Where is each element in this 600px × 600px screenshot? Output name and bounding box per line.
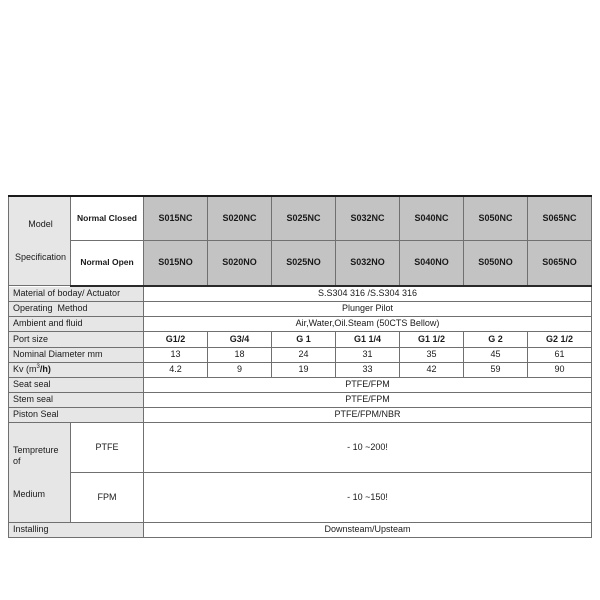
model-nc-cell: S020NC: [208, 196, 272, 241]
spec-table: [8, 195, 592, 538]
kv-value: 90: [528, 362, 592, 377]
nominal-diameter-value: 61: [528, 347, 592, 362]
port-size-row: [9, 331, 592, 347]
model-no-cell: S020NO: [208, 241, 272, 286]
model-spec-label-line1: Model: [28, 219, 53, 229]
nominal-diameter-value: 24: [272, 347, 336, 362]
model-nc-cell: S025NC: [272, 196, 336, 241]
kv-label-prefix: Kv (m: [13, 364, 37, 374]
temperature-ptfe-row: [9, 422, 592, 472]
port-size-value: G1 1/2: [400, 331, 464, 347]
nominal-diameter-label: Nominal Diameter mm: [9, 347, 144, 362]
material-row: [9, 286, 592, 302]
kv-value: 9: [208, 362, 272, 377]
port-size-value: G1 1/4: [336, 331, 400, 347]
kv-value: 4.2: [144, 362, 208, 377]
installing-value: Downsteam/Upsteam: [144, 522, 592, 537]
stem-seal-row: [9, 392, 592, 407]
installing-row: [9, 522, 592, 537]
normal-closed-label: Normal Closed: [71, 196, 144, 241]
kv-label: [9, 362, 144, 377]
piston-seal-label: Piston Seal: [9, 407, 144, 422]
port-size-value: G 2: [464, 331, 528, 347]
model-nc-cell: S015NC: [144, 196, 208, 241]
stem-seal-label: Stem seal: [9, 392, 144, 407]
nominal-diameter-value: 13: [144, 347, 208, 362]
header-row-normal-closed: [9, 196, 592, 241]
model-no-cell: S025NO: [272, 241, 336, 286]
model-spec-header-cell: [9, 196, 71, 286]
model-spec-label-line2: Specification: [14, 252, 67, 262]
temperature-fpm-label: FPM: [71, 472, 144, 522]
ambient-fluid-row: [9, 316, 592, 331]
temperature-ptfe-label: PTFE: [71, 422, 144, 472]
model-no-cell: S040NO: [400, 241, 464, 286]
nominal-diameter-value: 45: [464, 347, 528, 362]
stem-seal-value: PTFE/FPM: [144, 392, 592, 407]
operating-method-label: Operating Method: [9, 301, 144, 316]
ambient-fluid-label: Ambient and fluid: [9, 316, 144, 331]
nominal-diameter-value: 18: [208, 347, 272, 362]
piston-seal-value: PTFE/FPM/NBR: [144, 407, 592, 422]
kv-value: 59: [464, 362, 528, 377]
temperature-fpm-row: [9, 472, 592, 522]
port-size-value: G 1: [272, 331, 336, 347]
model-nc-cell: S065NC: [528, 196, 592, 241]
model-nc-cell: S032NC: [336, 196, 400, 241]
operating-method-value: Plunger Pilot: [144, 301, 592, 316]
seat-seal-row: [9, 377, 592, 392]
model-no-cell: S032NO: [336, 241, 400, 286]
nominal-diameter-value: 35: [400, 347, 464, 362]
nominal-diameter-row: [9, 347, 592, 362]
seat-seal-label: Seat seal: [9, 377, 144, 392]
temperature-label-cell: [9, 422, 71, 522]
port-size-label: Port size: [9, 331, 144, 347]
model-no-cell: S015NO: [144, 241, 208, 286]
temperature-ptfe-value: - 10 ~200!: [144, 422, 592, 472]
kv-value: 33: [336, 362, 400, 377]
ambient-fluid-value: Air,Water,Oil.Steam (50CTS Bellow): [144, 316, 592, 331]
normal-open-label: Normal Open: [71, 241, 144, 286]
model-no-cell: S050NO: [464, 241, 528, 286]
operating-method-row: [9, 301, 592, 316]
kv-value: 42: [400, 362, 464, 377]
kv-row: [9, 362, 592, 377]
temperature-label-line1: Tempreture of: [13, 444, 62, 466]
temperature-label-line2: Medium: [13, 488, 46, 499]
port-size-value: G1/2: [144, 331, 208, 347]
model-no-cell: S065NO: [528, 241, 592, 286]
kv-label-superscript: 3: [36, 364, 40, 370]
port-size-value: G2 1/2: [528, 331, 592, 347]
kv-value: 19: [272, 362, 336, 377]
header-row-normal-open: [9, 241, 592, 286]
piston-seal-row: [9, 407, 592, 422]
temperature-fpm-value: - 10 ~150!: [144, 472, 592, 522]
installing-label: Installing: [9, 522, 144, 537]
material-value: S.S304 316 /S.S304 316: [144, 286, 592, 302]
model-nc-cell: S040NC: [400, 196, 464, 241]
seat-seal-value: PTFE/FPM: [144, 377, 592, 392]
model-nc-cell: S050NC: [464, 196, 528, 241]
kv-label-suffix: /h): [39, 364, 51, 374]
material-label: Material of boday/ Actuator: [9, 286, 144, 302]
nominal-diameter-value: 31: [336, 347, 400, 362]
port-size-value: G3/4: [208, 331, 272, 347]
